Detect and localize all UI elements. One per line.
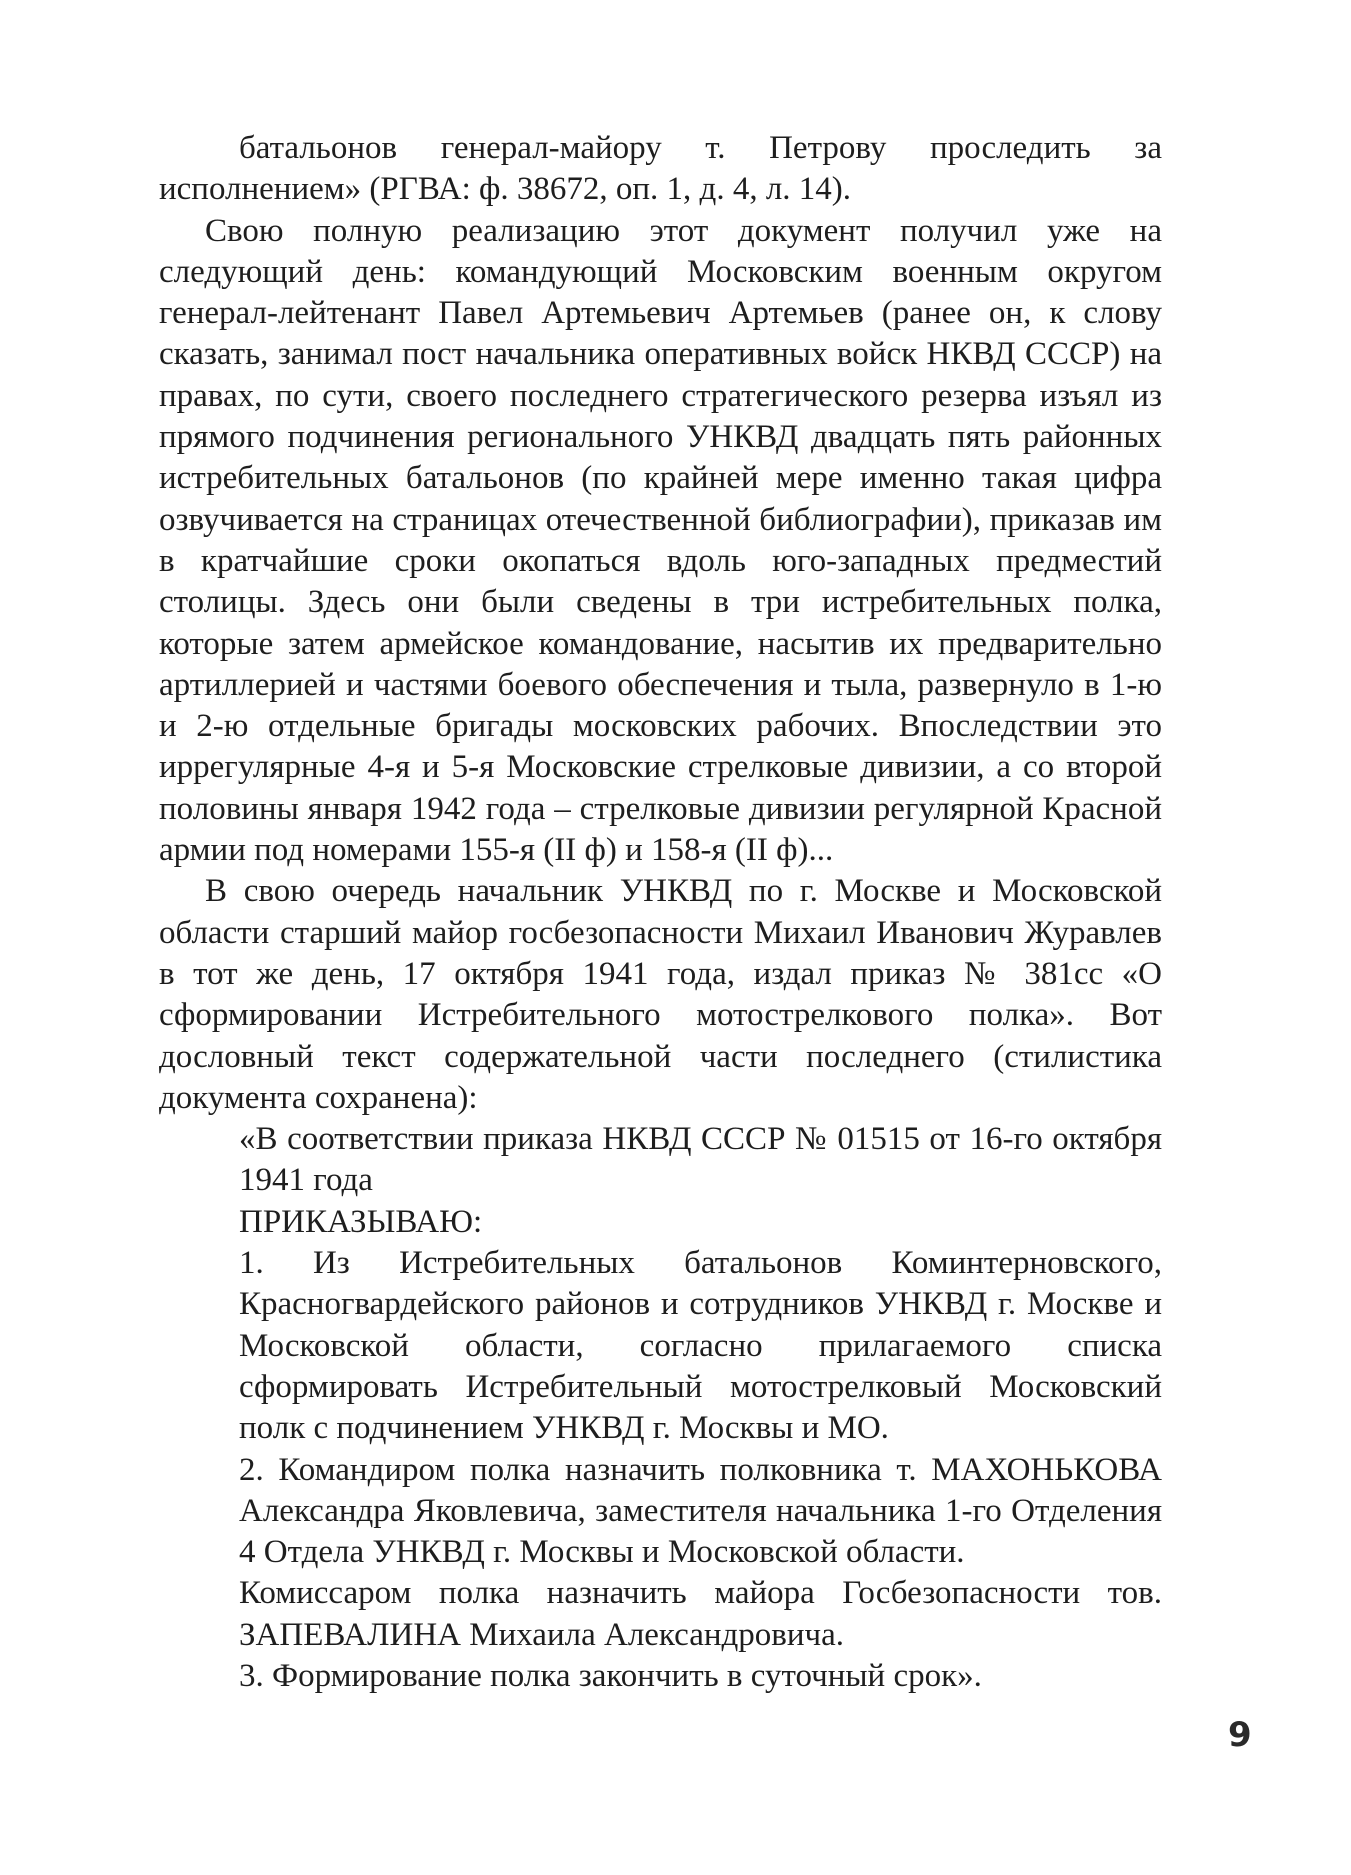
quote-item: 1. Из Истребительных батальонов Коминтерновского, Красногвардейского районов и сотрудников УНКВД г. Москве и Московской области, согласно прилагаемого списка сформировать Истребительный мотострелковый Московский полк с подчинением УНКВД г. Москвы и МО. [239,1245,1162,1447]
paragraph-continuation: батальонов генерал-майору т. Петрову проследить за исполнением» (РГВА: ф. 38672, оп. 1, д. 4, л. 14). [159,130,1162,208]
quote-item: Комиссаром полка назначить майора Госбезопасности тов. ЗАПЕВАЛИНА Михаила Александровича. [239,1575,1162,1653]
paragraph-artemyev: Свою полную реализацию этот документ получил уже на следующий день: командующий Московским военным округом генерал-лейтенант Павел Артемьевич Артемьев (ранее он, к слову сказать, занимал пост начальника оперативных войск НКВД СССР) на правах, по сути, своего последнего стратегического резерва изъял из прямого подчинения регионального УНКВД двадцать пять районных истребительных батальонов (по крайней мере именно такая цифра озвучивается на страницах отечественной библиографии), приказав им в кратчайшие сроки окопаться вдоль юго-западных предместий столицы. Здесь они были сведены в три истребительных полка, которые затем армейское командование, насытив их предварительно артиллерией и частями боевого обеспечения и тыла, развернуло в 1-ю и 2-ю отдельные бригады московских рабочих. Впоследствии это иррегулярные 4-я и 5-я Московские стрелковые дивизии, а со второй половины января 1942 года – стрелковые дивизии регулярной Красной армии под номерами 155-я (II ф) и 158-я (II ф)... [159,212,1162,869]
order-quote [239,1119,1162,1697]
body-text [159,128,1162,1697]
quote-order-word: ПРИКАЗЫВАЮ: [239,1203,483,1240]
quote-item: 3. Формирование полка закончить в суточный срок». [239,1657,982,1694]
quote-intro: «В соответствии приказа НКВД СССР № 01515 от 16-го октября 1941 года [239,1121,1162,1199]
paragraph-zhuravlev: В свою очередь начальник УНКВД по г. Москве и Московской области старший майор госбезопасности Михаил Иванович Журавлев в тот же день, 17 октября 1941 года, издал приказ № 381сс «О сформировании Истребительного мотострелкового полка». Вот дословный текст содержательной части последнего (стилистика документа сохранена): [159,873,1162,1116]
page-number: 9 [1228,1715,1252,1755]
quote-item: 2. Командиром полка назначить полковника т. МАХОНЬКОВА Александра Яковлевича, заместителя начальника 1-го Отделения 4 Отдела УНКВД г. Москвы и Московской области. [239,1451,1162,1571]
